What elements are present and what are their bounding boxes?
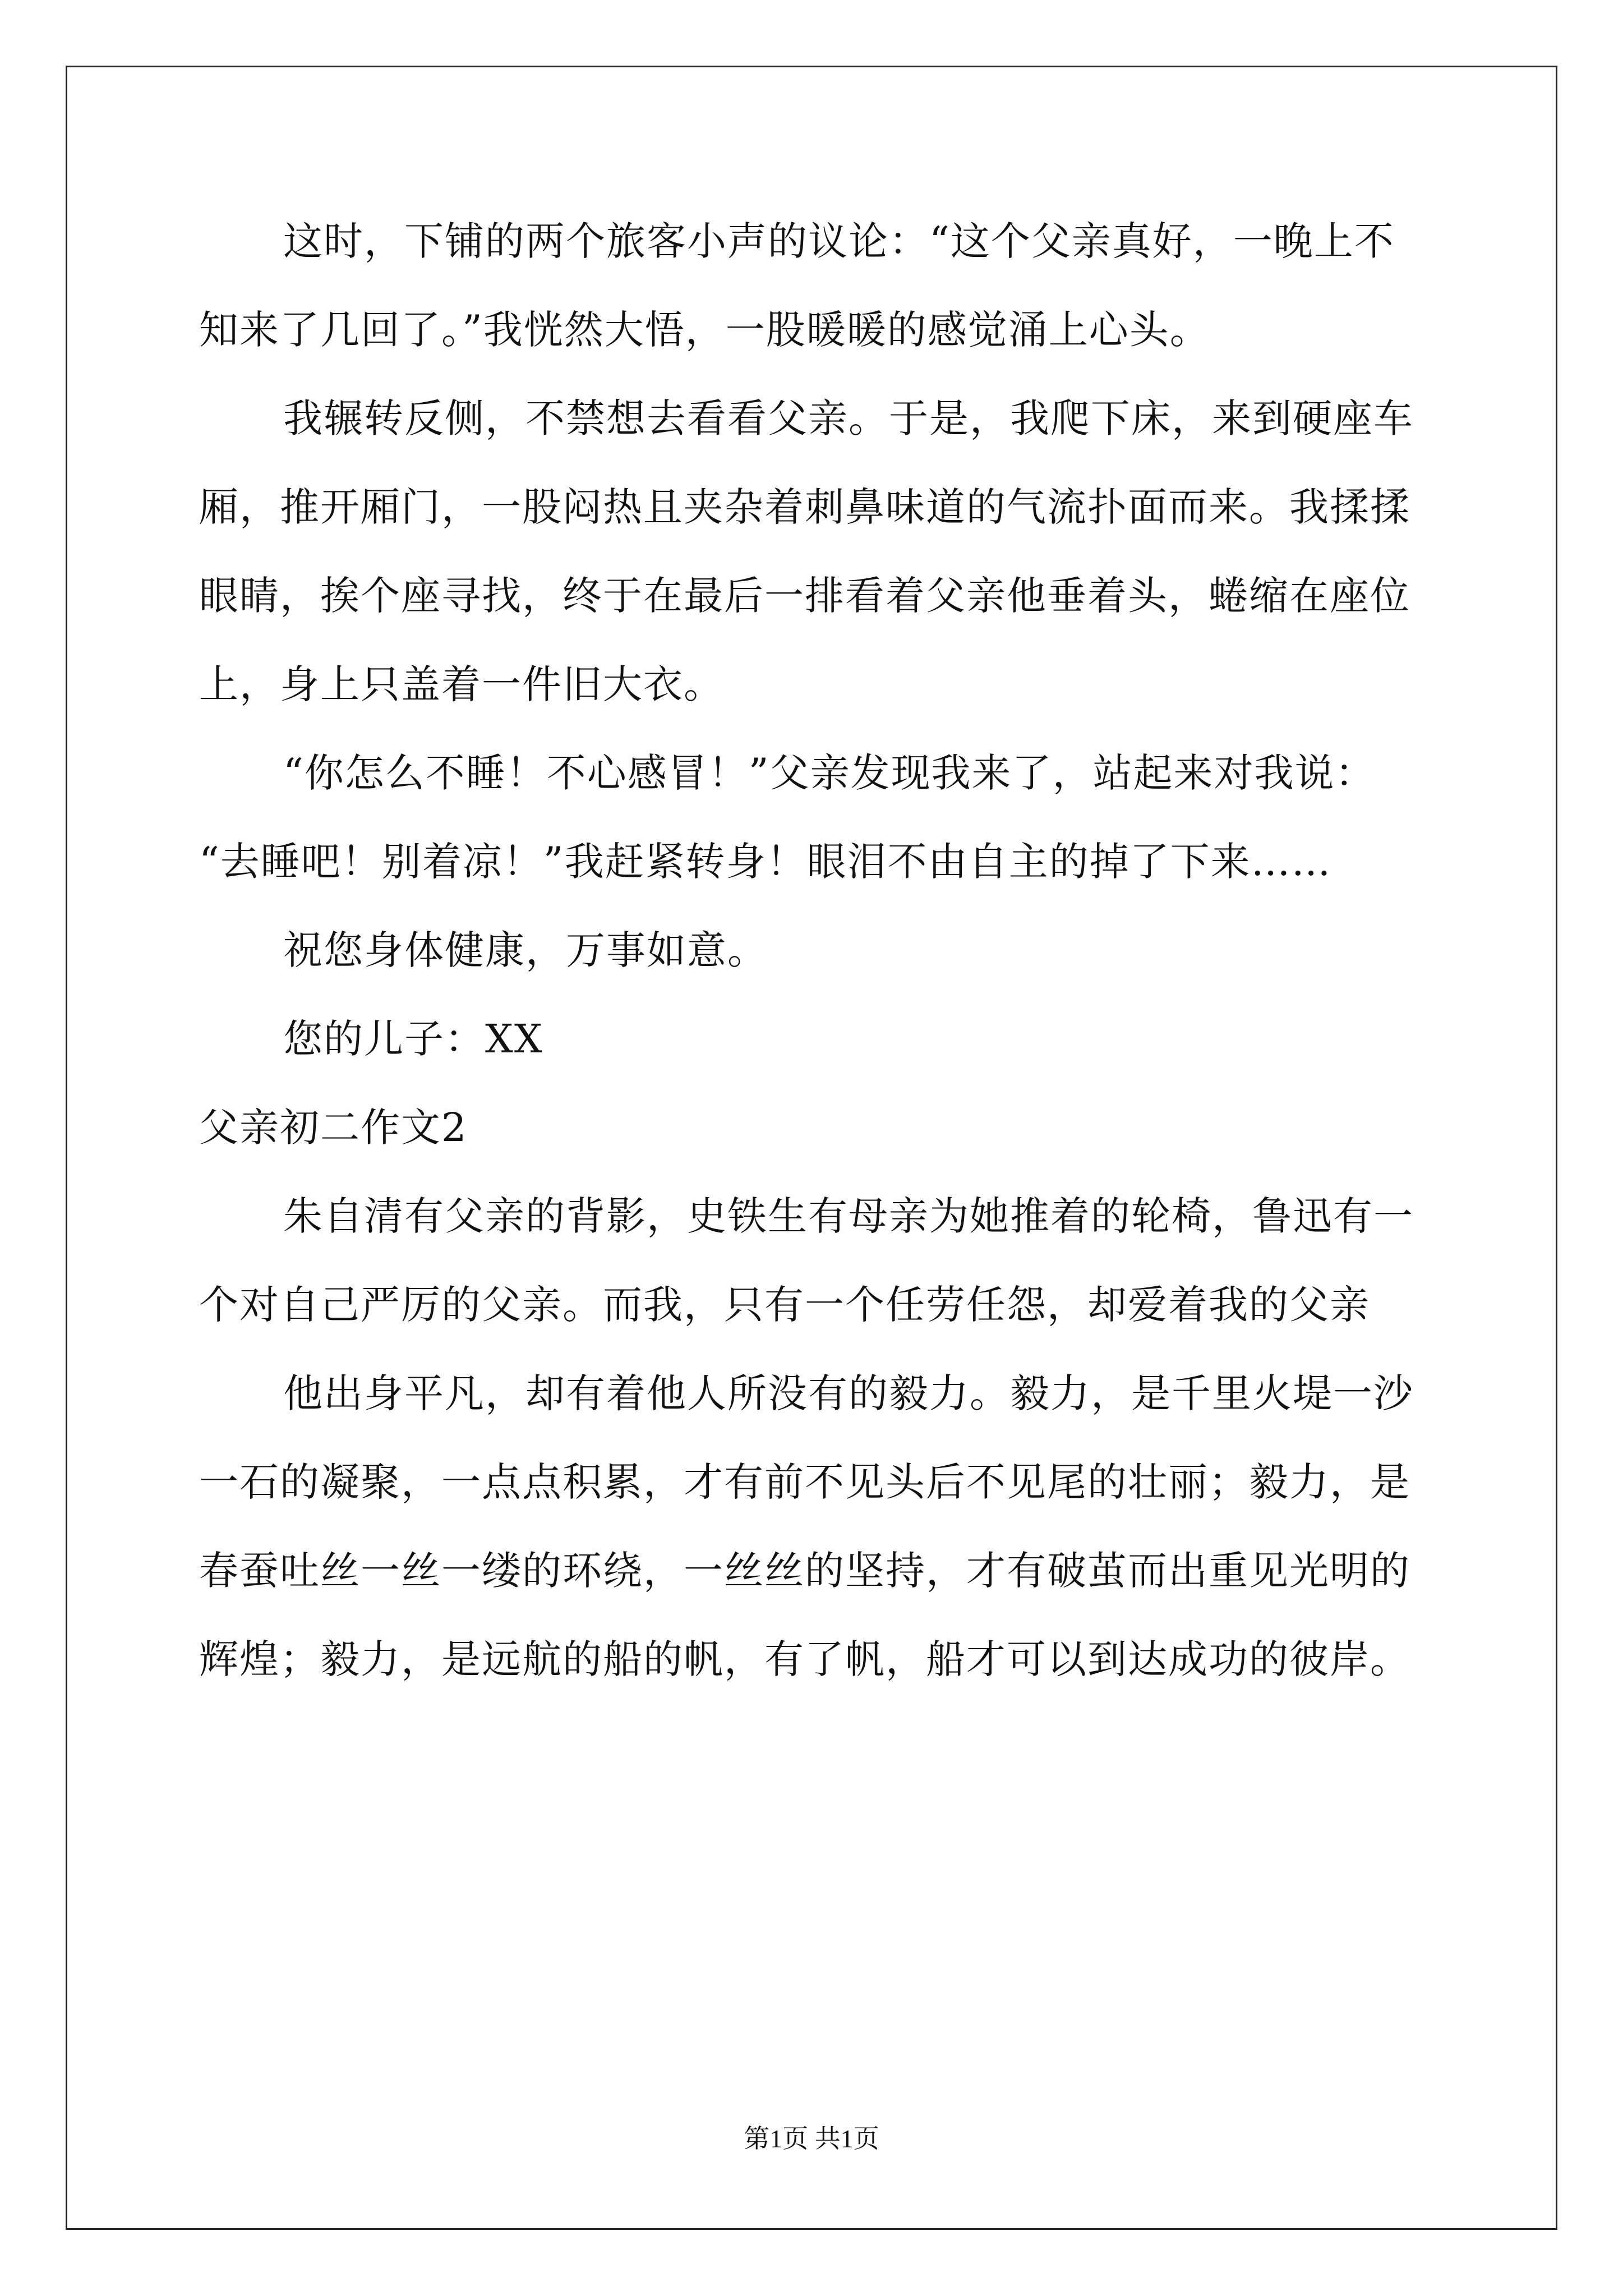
text-line: 辉煌；毅力，是远航的船的帆，有了帆，船才可以到达成功的彼岸。 bbox=[199, 1636, 1410, 1682]
text-line: 我辗转反侧，不禁想去看看父亲。于是，我爬下床，来到硬座车 bbox=[283, 395, 1414, 441]
text-line: 个对自己严厉的父亲。而我，只有一个任劳任怨，却爱着我的父亲 bbox=[199, 1282, 1370, 1328]
text-line: 这时，下铺的两个旅客小声的议论：“这个父亲真好，一晚上不 bbox=[283, 218, 1395, 264]
closing-greeting: 祝您身体健康，万事如意。 bbox=[283, 927, 768, 973]
text-line: “去睡吧！别着凉！”我赶紧转身！眼泪不由自主的掉了下来…… bbox=[199, 839, 1332, 885]
section-heading: 父亲初二作文2 bbox=[199, 1105, 468, 1151]
text-line: “你怎么不睡！不心感冒！”父亲发现我来了，站起来对我说： bbox=[283, 750, 1376, 796]
page-number-footer: 第1页 共1页 bbox=[744, 2124, 879, 2153]
text-line: 一石的凝聚，一点点积累，才有前不见头后不见尾的壮丽；毅力，是 bbox=[199, 1459, 1410, 1505]
text-line: 厢，推开厢门，一股闷热且夹杂着刺鼻味道的气流扑面而来。我揉揉 bbox=[199, 484, 1410, 530]
text-line: 上，身上只盖着一件旧大衣。 bbox=[199, 661, 724, 707]
text-line: 知来了几回了。”我恍然大悟，一股暖暖的感觉涌上心头。 bbox=[199, 307, 1210, 353]
text-line: 眼睛，挨个座寻找，终于在最后一排看着父亲他垂着头，蜷缩在座位 bbox=[199, 573, 1410, 619]
text-line: 朱自清有父亲的背影，史铁生有母亲为她推着的轮椅，鲁迅有一 bbox=[283, 1193, 1414, 1239]
document-body bbox=[199, 213, 1433, 1720]
signature-line: 您的儿子：XX bbox=[283, 1016, 543, 1062]
text-line: 他出身平凡，却有着他人所没有的毅力。毅力，是千里火堤一沙 bbox=[283, 1370, 1414, 1416]
text-line: 春蚕吐丝一丝一缕的环绕，一丝丝的坚持，才有破茧而出重见光明的 bbox=[199, 1548, 1410, 1594]
